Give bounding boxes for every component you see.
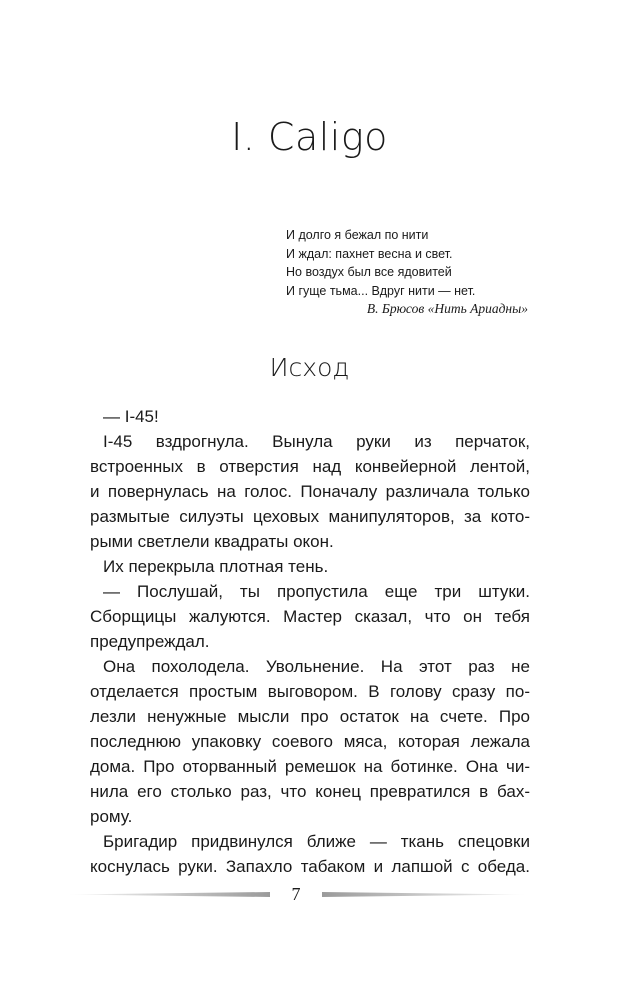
- text-line: Сборщицы жалуются. Мастер сказал, что он тебя: [90, 607, 530, 626]
- text-line: отделается простым выговором. В голову сразу по-: [90, 682, 530, 701]
- epigraph-line: Но воздух был все ядовитей: [286, 265, 452, 279]
- epigraph-attribution: В. Брюсов «Нить Ариадны»: [366, 301, 528, 316]
- paragraph: [90, 404, 530, 429]
- paragraph: [90, 554, 530, 579]
- epigraph-line: И долго я бежал по нити: [286, 228, 429, 242]
- text-line: лезли ненужные мысли про остаток на счете. Про: [90, 707, 530, 726]
- epigraph-line: И гуще тьма... Вдруг нити — нет.: [286, 283, 476, 298]
- text-line: Бригадир придвинулся ближе — ткань спецовки: [103, 832, 530, 851]
- paragraph: [90, 829, 530, 879]
- text-line: встроенных в отверстия над конвейерной лентой,: [90, 457, 530, 476]
- epigraph: [286, 226, 536, 300]
- text-line: последнюю упаковку соевого мяса, которая лежала: [90, 732, 530, 751]
- text-line: рому.: [90, 807, 133, 826]
- text-line: размытые силуэты цеховых манипуляторов, за кото-: [90, 507, 530, 526]
- chapter-title: I. Caligo: [231, 115, 388, 159]
- footer-rule-left: [64, 892, 270, 897]
- text-line: нила его столько раз, что конец превратился в бах-: [90, 782, 530, 801]
- text-line: коснулась руки. Запахло табаком и лапшой с обеда.: [90, 857, 530, 876]
- section-title: Исход: [269, 353, 350, 382]
- text-line: I-45 вздрогнула. Вынула руки из перчаток,: [103, 432, 530, 451]
- paragraph: [90, 579, 530, 654]
- text-line: дома. Про оторванный ремешок на ботинке. Она чи-: [90, 757, 530, 776]
- text-line: рыми светлели квадраты окон.: [90, 532, 334, 551]
- paragraph: [90, 654, 530, 829]
- paragraph: [90, 429, 530, 554]
- text-line: и повернулась на голос. Поначалу различала только: [90, 482, 530, 501]
- text-line: Их перекрыла плотная тень.: [103, 557, 329, 576]
- page-number: 7: [291, 884, 301, 904]
- text-line: Она похолодела. Увольнение. На этот раз не: [103, 657, 530, 676]
- text-line: — I-45!: [103, 407, 159, 426]
- page-footer: [0, 880, 619, 910]
- body-text: [90, 404, 530, 879]
- text-line: предупреждал.: [90, 632, 210, 651]
- epigraph-line: И ждал: пахнет весна и свет.: [286, 246, 453, 261]
- text-line: — Послушай, ты пропустила еще три штуки.: [103, 582, 530, 601]
- footer-rule-right: [322, 892, 530, 897]
